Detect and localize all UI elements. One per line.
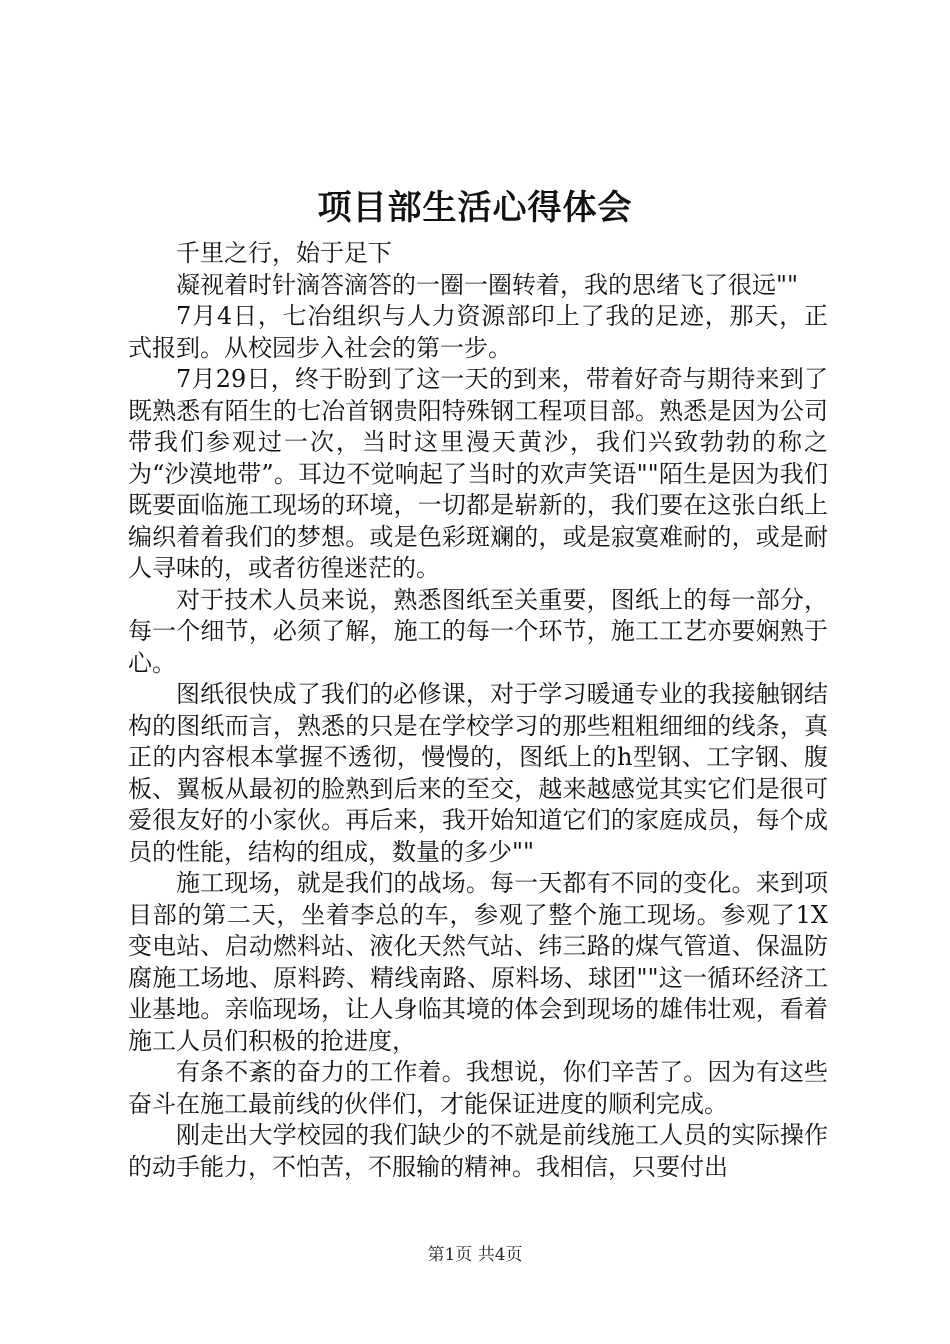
paragraph: 刚走出大学校园的我们缺少的不就是前线施工人员的实际操作的动手能力，不怕苦，不服输的精神。我相信，只要付出: [128, 1121, 828, 1181]
paragraph: 凝视着时针滴答滴答的一圈一圈转着，我的思绪飞了很远"": [176, 270, 799, 299]
paragraph: 图纸很快成了我们的必修课，对于学习暖通专业的我接触钢结构的图纸而言，熟悉的只是在学校学习的那些粗粗细细的线条，真正的内容根本掌握不透彻，慢慢的，图纸上的h型钢、工字钢、腹板、翼板从最初的脸熟到后来的至交，越来越感觉其实它们是很可爱很友好的小家伙。再后来，我开始知道它们的家庭成员，每个成员的性能，结构的组成，数量的多少"": [128, 680, 828, 866]
paragraph: 对于技术人员来说，熟悉图纸至关重要，图纸上的每一部分，每一个细节，必须了解，施工的每一个环节，施工工艺亦要娴熟于心。: [128, 585, 828, 677]
page-footer: 第1页 共4页: [427, 1245, 523, 1265]
paragraph: 7月29日，终于盼到了这一天的到来，带着好奇与期待来到了既熟悉有陌生的七冶首钢贵阳特殊钢工程项目部。熟悉是因为公司带我们参观过一次，当时这里漫天黄沙，我们兴致勃勃的称之为“沙漠地带”。耳边不觉响起了当时的欢声笑语""陌生是因为我们既要面临施工现场的环境，一切都是崭新的，我们要在这张白纸上编织着着我们的梦想。或是色彩斑斓的，或是寂寞难耐的，或是耐人寻味的，或者彷徨迷茫的。: [128, 365, 828, 582]
paragraph: 7月4日，七冶组织与人力资源部印上了我的足迹，那天，正式报到。从校园步入社会的第一步。: [128, 302, 828, 362]
document-body: [128, 238, 828, 1183]
paragraph: 千里之行，始于足下: [176, 239, 392, 267]
document-title: 项目部生活心得体会: [317, 188, 633, 228]
paragraph: 施工现场，就是我们的战场。每一天都有不同的变化。来到项目部的第二天，坐着李总的车，参观了整个施工现场。参观了1X变电站、启动燃料站、液化天然气站、纬三路的煤气管道、保温防腐施工场地、原料跨、精线南路、原料场、球团""这一循环经济工业基地。亲临现场，让人身临其境的体会到现场的雄伟壮观，看着施工人员们积极的抢进度，: [128, 869, 828, 1055]
paragraph: 有条不紊的奋力的工作着。我想说，你们辛苦了。因为有这些奋斗在施工最前线的伙伴们，才能保证进度的顺利完成。: [128, 1058, 828, 1118]
